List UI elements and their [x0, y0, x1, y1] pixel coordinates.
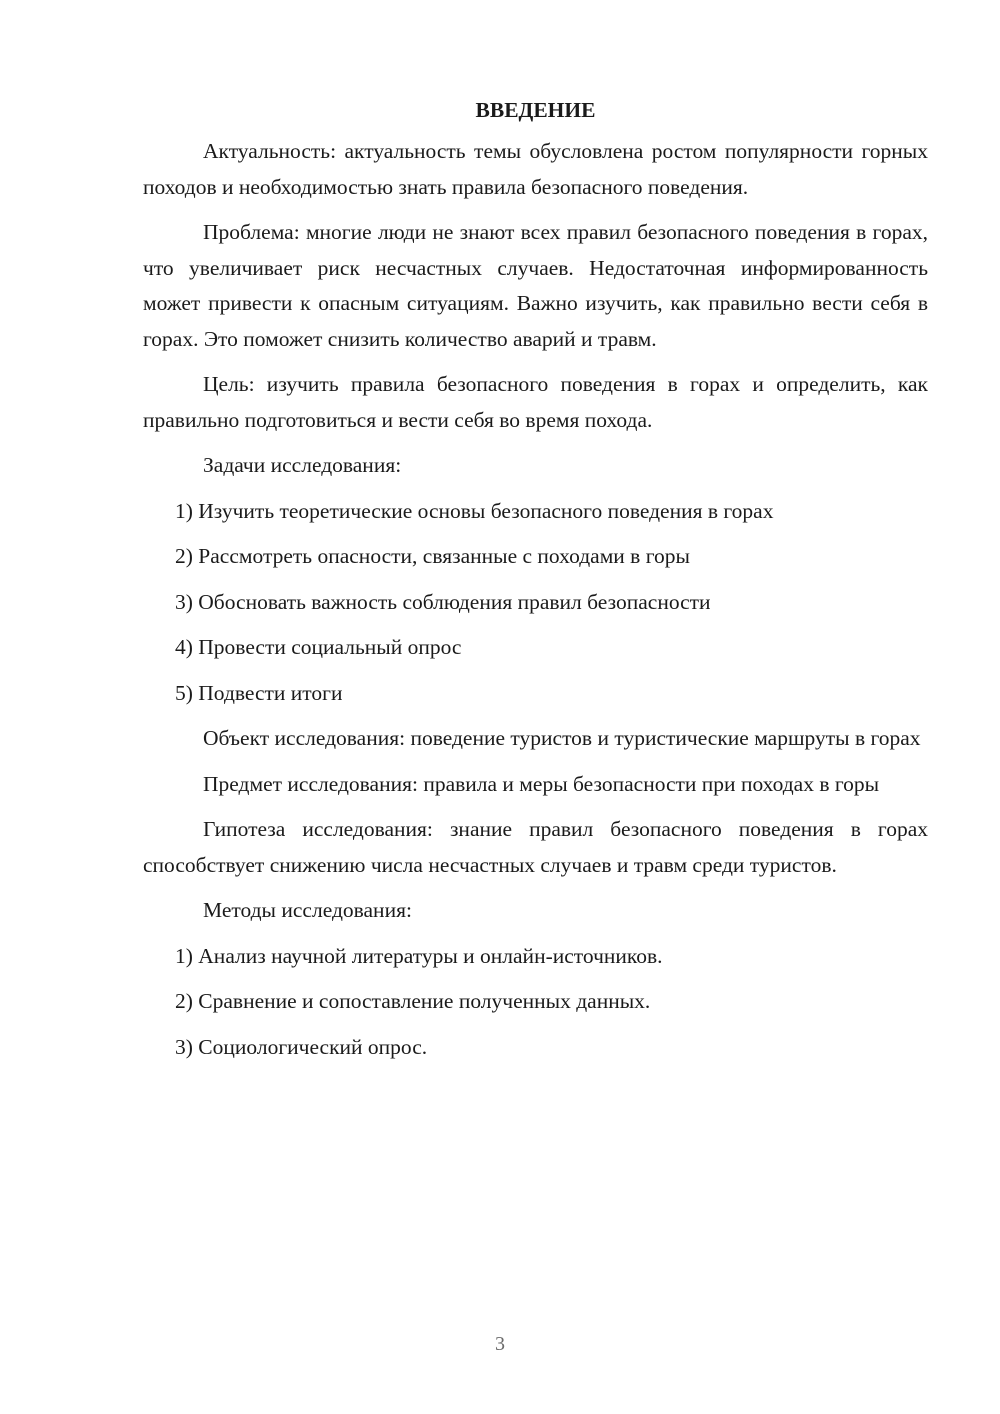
task-item: 2) Рассмотреть опасности, связанные с походами в горы	[175, 544, 690, 568]
tasks-list	[143, 494, 928, 712]
document-page	[143, 92, 928, 1075]
task-item: 4) Провести социальный опрос	[175, 635, 462, 659]
relevance-paragraph: Актуальность: актуальность темы обусловлена ростом популярности горных походов и необходимостью знать правила безопасного поведения.	[143, 139, 928, 199]
task-item: 5) Подвести итоги	[175, 680, 343, 705]
hypothesis-paragraph: Гипотеза исследования: знание правил безопасного поведения в горах способствует снижению числа несчастных случаев и травм среди туристов.	[143, 817, 928, 877]
object-paragraph: Объект исследования: поведение туристов и туристические маршруты в горах	[203, 726, 921, 750]
page-number: 3	[495, 1333, 505, 1355]
methods-heading: Методы исследования:	[203, 898, 412, 922]
goal-paragraph: Цель: изучить правила безопасного поведения в горах и определить, как правильно подготовиться и вести себя во время похода.	[143, 372, 928, 432]
task-item: 3) Обосновать важность соблюдения правил безопасности	[175, 589, 711, 614]
method-item: 3) Социологический опрос.	[175, 1034, 428, 1059]
subject-paragraph: Предмет исследования: правила и меры безопасности при походах в горы	[203, 771, 880, 796]
method-item: 1) Анализ научной литературы и онлайн-источников.	[175, 943, 663, 968]
problem-paragraph: Проблема: многие люди не знают всех правил безопасного поведения в горах, что увеличивает риск несчастных случаев. Недостаточная информированность может привести к опасным ситуациям. Важно изучить, как правильно вести себя в горах. Это поможет снизить количество аварий и травм.	[143, 220, 928, 351]
method-item: 2) Сравнение и сопоставление полученных данных.	[175, 989, 651, 1013]
methods-list	[143, 939, 928, 1066]
task-item: 1) Изучить теоретические основы безопасного поведения в горах	[175, 498, 774, 523]
section-title: ВВЕДЕНИЕ	[475, 98, 596, 122]
tasks-heading: Задачи исследования:	[203, 453, 402, 477]
